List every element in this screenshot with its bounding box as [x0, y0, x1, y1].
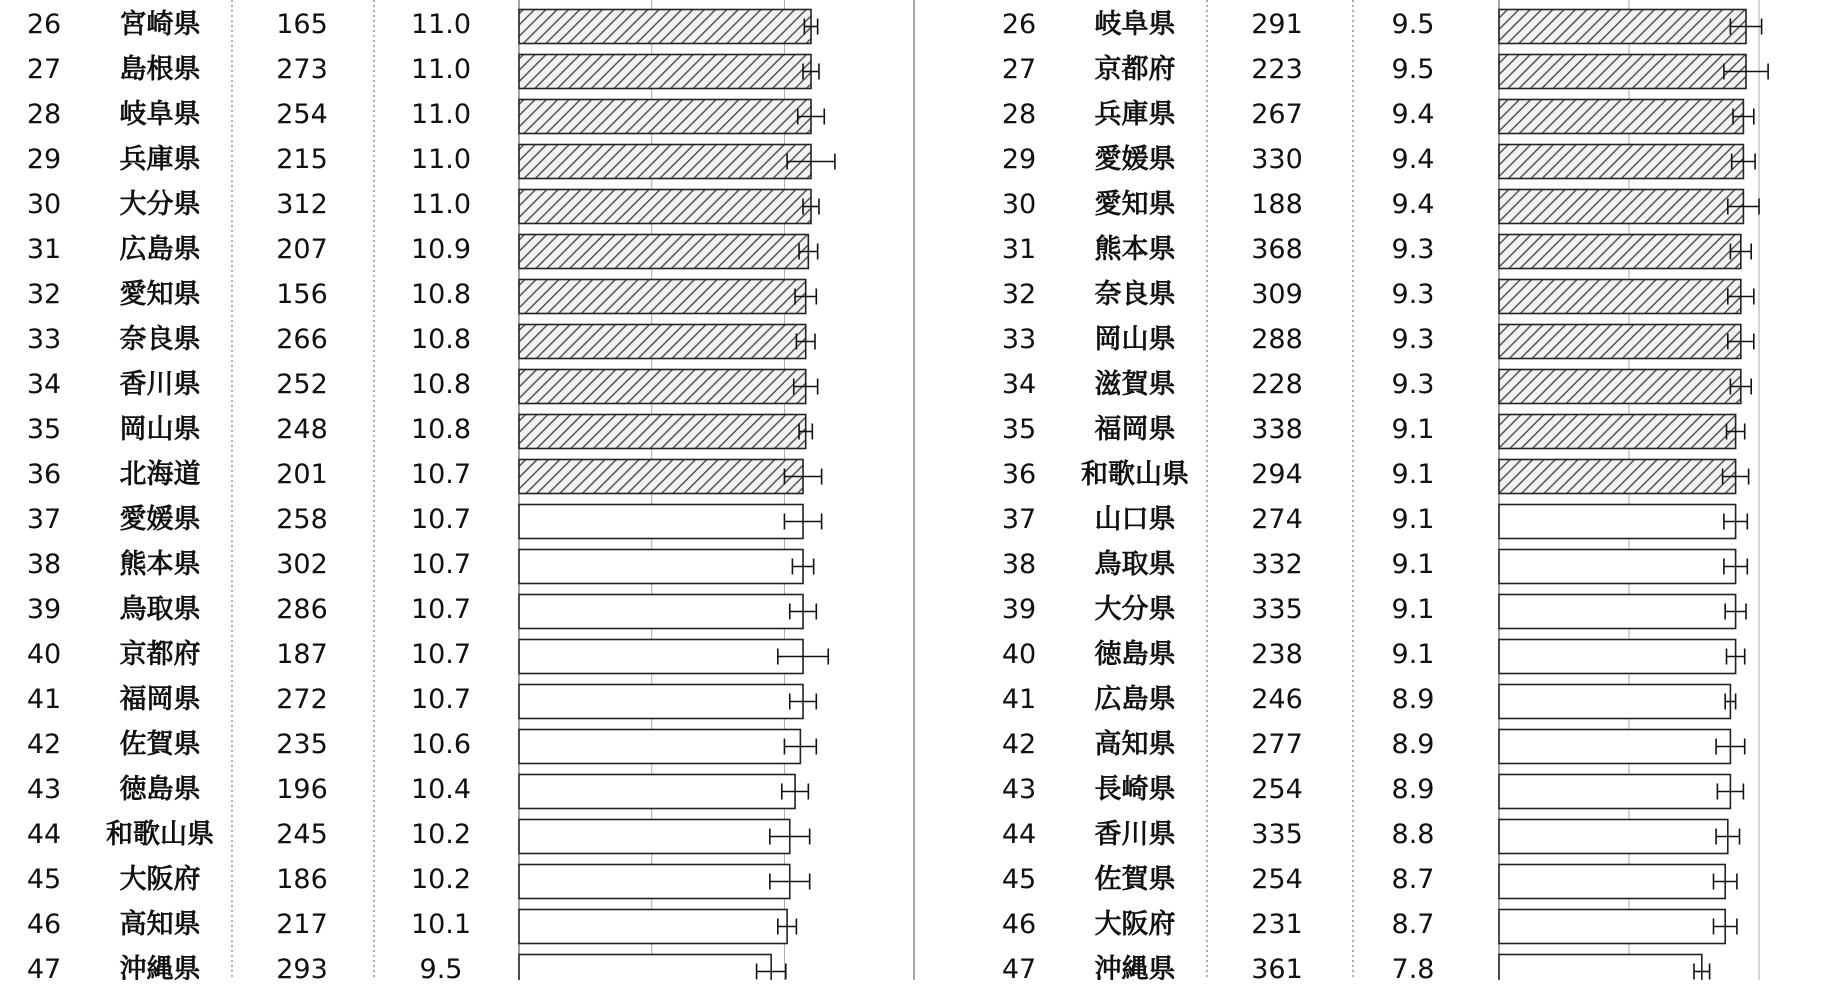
value-label: 9.1: [1391, 459, 1435, 490]
n-label: 215: [276, 144, 328, 175]
bar-hatched: [1499, 145, 1743, 179]
rank-label: 30: [1001, 189, 1037, 220]
bar-hatched: [519, 190, 811, 224]
prefecture-label: 大阪府: [1094, 909, 1176, 940]
bar: [519, 505, 803, 539]
prefecture-label: 徳島県: [1094, 639, 1176, 670]
prefecture-label: 香川県: [1094, 819, 1176, 850]
value-label: 9.1: [1391, 594, 1435, 625]
rank-label: 44: [26, 819, 62, 850]
n-label: 338: [1251, 414, 1303, 445]
bar-hatched: [1499, 325, 1741, 359]
n-label: 252: [276, 369, 328, 400]
value-label: 11.0: [410, 99, 472, 130]
bar: [519, 820, 790, 854]
prefecture-label: 広島県: [1094, 684, 1176, 715]
n-label: 188: [1251, 189, 1303, 220]
prefecture-label: 奈良県: [119, 324, 201, 355]
n-label: 228: [1251, 369, 1303, 400]
rank-label: 26: [26, 9, 62, 40]
rank-label: 43: [1001, 774, 1037, 805]
value-label: 11.0: [410, 9, 472, 40]
rank-label: 36: [26, 459, 62, 490]
bar: [519, 730, 800, 764]
bar-hatched: [1499, 100, 1743, 134]
prefecture-label: 高知県: [1094, 729, 1176, 760]
prefecture-label: 愛媛県: [1094, 144, 1176, 175]
value-label: 8.7: [1391, 864, 1435, 895]
bar-hatched: [1499, 190, 1743, 224]
bar-hatched: [519, 460, 803, 494]
value-label: 10.9: [410, 234, 472, 265]
bar: [519, 955, 771, 981]
n-label: 335: [1251, 594, 1303, 625]
prefecture-label: 沖縄県: [119, 954, 201, 980]
rank-label: 41: [26, 684, 62, 715]
n-label: 186: [276, 864, 328, 895]
bar-hatched: [1499, 415, 1736, 449]
rank-label: 47: [1001, 954, 1037, 980]
n-label: 156: [276, 279, 328, 310]
value-label: 10.8: [410, 324, 472, 355]
value-label: 10.1: [410, 909, 472, 940]
rank-label: 30: [26, 189, 62, 220]
bar: [519, 550, 803, 584]
bar-hatched: [519, 280, 806, 314]
rank-label: 32: [1001, 279, 1037, 310]
prefecture-label: 大阪府: [119, 864, 201, 895]
value-label: 8.9: [1391, 729, 1435, 760]
rank-label: 37: [26, 504, 62, 535]
value-label: 9.1: [1391, 639, 1435, 670]
rank-label: 36: [1001, 459, 1037, 490]
value-label: 9.3: [1391, 324, 1435, 355]
n-label: 288: [1251, 324, 1303, 355]
prefecture-label: 兵庫県: [1094, 99, 1176, 130]
bar-hatched: [519, 325, 806, 359]
value-label: 9.4: [1391, 144, 1435, 175]
value-label: 10.7: [410, 549, 472, 580]
value-label: 9.5: [419, 954, 463, 980]
n-label: 231: [1251, 909, 1303, 940]
prefecture-label: 京都府: [1094, 54, 1176, 85]
value-label: 9.4: [1391, 189, 1435, 220]
rank-label: 28: [1001, 99, 1037, 130]
value-label: 11.0: [410, 54, 472, 85]
bar: [1499, 505, 1736, 539]
n-label: 201: [276, 459, 328, 490]
value-label: 10.2: [410, 819, 472, 850]
value-label: 9.1: [1391, 549, 1435, 580]
n-label: 254: [276, 99, 328, 130]
value-label: 9.1: [1391, 414, 1435, 445]
n-label: 368: [1251, 234, 1303, 265]
n-label: 291: [1251, 9, 1303, 40]
n-label: 302: [276, 549, 328, 580]
rank-label: 34: [1001, 369, 1037, 400]
n-label: 223: [1251, 54, 1303, 85]
value-label: 9.1: [1391, 504, 1435, 535]
value-label: 10.7: [410, 459, 472, 490]
n-label: 335: [1251, 819, 1303, 850]
value-label: 10.7: [410, 504, 472, 535]
rank-label: 40: [26, 639, 62, 670]
prefecture-label: 沖縄県: [1094, 954, 1176, 980]
value-label: 8.9: [1391, 774, 1435, 805]
prefecture-label: 岐阜県: [119, 99, 201, 130]
n-label: 245: [276, 819, 328, 850]
bar-hatched: [1499, 55, 1746, 89]
prefecture-label: 島根県: [119, 54, 201, 85]
prefecture-label: 香川県: [119, 369, 201, 400]
prefecture-label: 岡山県: [1094, 324, 1176, 355]
bar: [519, 865, 790, 899]
rank-label: 34: [26, 369, 62, 400]
bar: [1499, 730, 1730, 764]
n-label: 196: [276, 774, 328, 805]
value-label: 8.9: [1391, 684, 1435, 715]
value-label: 7.8: [1391, 954, 1435, 980]
rank-label: 35: [1001, 414, 1037, 445]
value-label: 10.8: [410, 414, 472, 445]
value-label: 10.7: [410, 639, 472, 670]
rank-label: 45: [26, 864, 62, 895]
bar: [519, 685, 803, 719]
n-label: 254: [1251, 864, 1303, 895]
bar-hatched: [519, 415, 806, 449]
bar-hatched: [519, 10, 811, 44]
bar-hatched: [1499, 280, 1741, 314]
rank-label: 45: [1001, 864, 1037, 895]
rank-label: 35: [26, 414, 62, 445]
prefecture-label: 長崎県: [1094, 774, 1176, 805]
bar: [1499, 685, 1730, 719]
rank-label: 33: [26, 324, 62, 355]
bar: [1499, 910, 1725, 944]
value-label: 10.4: [410, 774, 472, 805]
n-label: 246: [1251, 684, 1303, 715]
prefecture-label: 京都府: [119, 639, 201, 670]
prefecture-label: 宮崎県: [119, 9, 201, 40]
n-label: 312: [276, 189, 328, 220]
prefecture-label: 和歌山県: [1081, 459, 1189, 490]
value-label: 9.3: [1391, 369, 1435, 400]
prefecture-label: 岐阜県: [1094, 9, 1176, 40]
n-label: 258: [276, 504, 328, 535]
rank-label: 47: [26, 954, 62, 980]
rank-label: 41: [1001, 684, 1037, 715]
rank-label: 39: [1001, 594, 1037, 625]
n-label: 330: [1251, 144, 1303, 175]
n-label: 274: [1251, 504, 1303, 535]
prefecture-label: 佐賀県: [1094, 864, 1176, 895]
rank-label: 31: [26, 234, 62, 265]
bar-hatched: [1499, 235, 1741, 269]
n-label: 238: [1251, 639, 1303, 670]
prefecture-label: 兵庫県: [119, 144, 201, 175]
prefecture-label: 大分県: [1094, 594, 1176, 625]
prefecture-label: 鳥取県: [1094, 549, 1176, 580]
prefecture-label: 鳥取県: [119, 594, 201, 625]
value-label: 10.8: [410, 369, 472, 400]
n-label: 187: [276, 639, 328, 670]
prefecture-label: 北海道: [119, 459, 201, 490]
n-label: 235: [276, 729, 328, 760]
n-label: 361: [1251, 954, 1303, 980]
rank-label: 29: [26, 144, 62, 175]
rank-label: 46: [26, 909, 62, 940]
prefecture-label: 熊本県: [119, 549, 201, 580]
bar-hatched: [1499, 10, 1746, 44]
bar: [519, 910, 787, 944]
bar-hatched: [519, 370, 806, 404]
n-label: 267: [1251, 99, 1303, 130]
prefecture-label: 山口県: [1094, 504, 1176, 535]
bar: [519, 640, 803, 674]
value-label: 9.3: [1391, 234, 1435, 265]
rank-label: 27: [26, 54, 62, 85]
n-label: 254: [1251, 774, 1303, 805]
bar-hatched: [519, 235, 808, 269]
n-label: 286: [276, 594, 328, 625]
rank-label: 27: [1001, 54, 1037, 85]
prefecture-label: 大分県: [119, 189, 201, 220]
value-label: 8.8: [1391, 819, 1435, 850]
bar: [1499, 955, 1702, 981]
prefecture-label: 徳島県: [119, 774, 201, 805]
rank-label: 42: [26, 729, 62, 760]
rank-label: 40: [1001, 639, 1037, 670]
prefecture-label: 福岡県: [119, 684, 201, 715]
value-label: 10.7: [410, 594, 472, 625]
value-label: 10.2: [410, 864, 472, 895]
rank-label: 37: [1001, 504, 1037, 535]
prefecture-label: 広島県: [119, 234, 201, 265]
n-label: 272: [276, 684, 328, 715]
prefecture-label: 高知県: [119, 909, 201, 940]
value-label: 10.7: [410, 684, 472, 715]
bar-hatched: [519, 55, 811, 89]
rank-label: 44: [1001, 819, 1037, 850]
n-label: 266: [276, 324, 328, 355]
bar: [1499, 820, 1728, 854]
prefecture-label: 福岡県: [1094, 414, 1176, 445]
prefecture-label: 滋賀県: [1094, 369, 1176, 400]
prefecture-label: 愛媛県: [119, 504, 201, 535]
n-label: 332: [1251, 549, 1303, 580]
n-label: 277: [1251, 729, 1303, 760]
value-label: 9.4: [1391, 99, 1435, 130]
bar: [1499, 595, 1736, 629]
rank-label: 32: [26, 279, 62, 310]
prefecture-label: 佐賀県: [119, 729, 201, 760]
rank-label: 42: [1001, 729, 1037, 760]
rank-label: 28: [26, 99, 62, 130]
bar-hatched: [1499, 370, 1741, 404]
n-label: 217: [276, 909, 328, 940]
rank-label: 38: [26, 549, 62, 580]
prefecture-label: 和歌山県: [106, 819, 214, 850]
n-label: 165: [276, 9, 328, 40]
prefecture-label: 奈良県: [1094, 279, 1176, 310]
bar: [519, 595, 803, 629]
bar-hatched: [519, 100, 811, 134]
value-label: 11.0: [410, 144, 472, 175]
prefecture-label: 熊本県: [1094, 234, 1176, 265]
n-label: 207: [276, 234, 328, 265]
rank-label: 29: [1001, 144, 1037, 175]
value-label: 9.5: [1391, 9, 1435, 40]
rank-label: 26: [1001, 9, 1037, 40]
n-label: 293: [276, 954, 328, 980]
bar: [1499, 865, 1725, 899]
value-label: 8.7: [1391, 909, 1435, 940]
bar: [519, 775, 795, 809]
prefecture-label: 岡山県: [119, 414, 201, 445]
rank-label: 39: [26, 594, 62, 625]
n-label: 309: [1251, 279, 1303, 310]
value-label: 10.6: [410, 729, 472, 760]
n-label: 273: [276, 54, 328, 85]
prefecture-label: 愛知県: [1094, 189, 1176, 220]
value-label: 11.0: [410, 189, 472, 220]
bar: [1499, 640, 1736, 674]
rank-label: 46: [1001, 909, 1037, 940]
n-label: 294: [1251, 459, 1303, 490]
bar-hatched: [519, 145, 811, 179]
bar: [1499, 775, 1730, 809]
value-label: 9.5: [1391, 54, 1435, 85]
value-label: 9.3: [1391, 279, 1435, 310]
bar: [1499, 550, 1736, 584]
bar-hatched: [1499, 460, 1736, 494]
value-label: 10.8: [410, 279, 472, 310]
rank-label: 31: [1001, 234, 1037, 265]
n-label: 248: [276, 414, 328, 445]
rank-label: 43: [26, 774, 62, 805]
rank-label: 38: [1001, 549, 1037, 580]
rank-label: 33: [1001, 324, 1037, 355]
prefecture-label: 愛知県: [119, 279, 201, 310]
